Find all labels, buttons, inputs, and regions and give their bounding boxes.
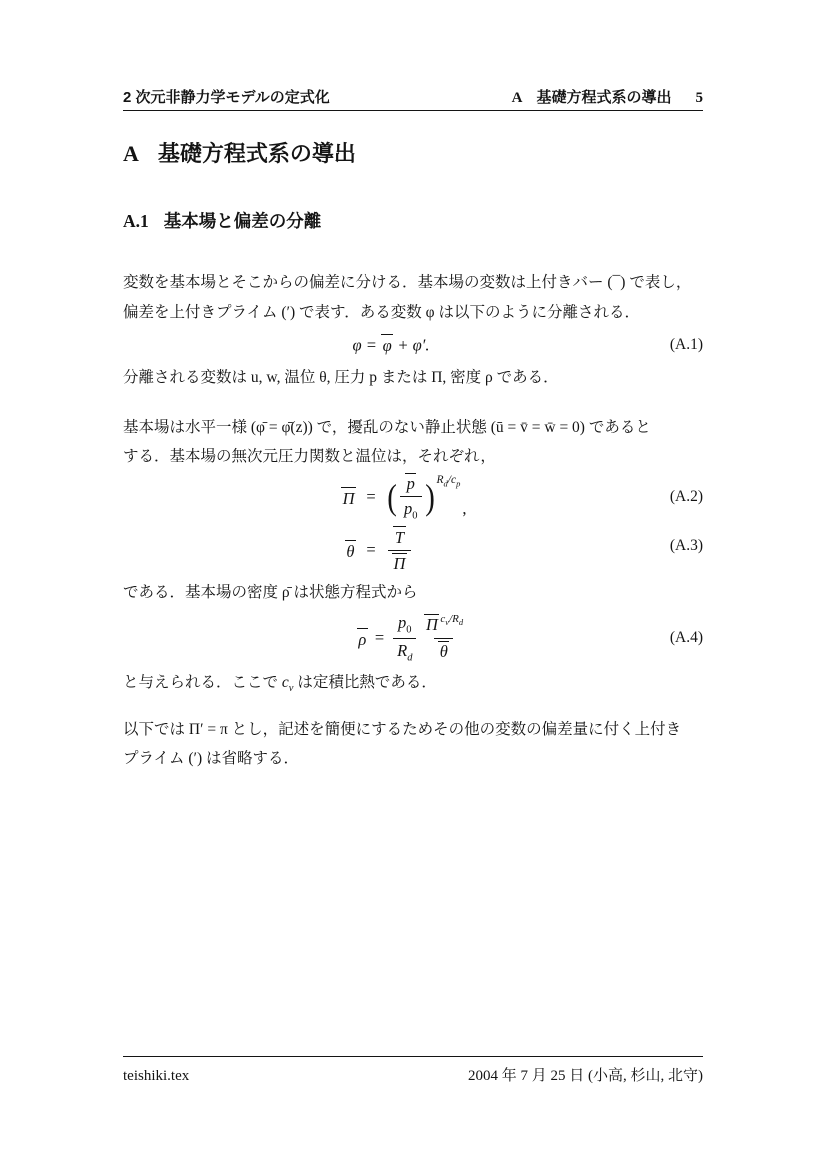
- equation-a4-label: (A.4): [669, 629, 703, 646]
- equation-a3-lhs: θ: [346, 541, 355, 561]
- section-heading: [123, 142, 356, 166]
- equation-a1-math: φ = φ + φ′.: [352, 335, 430, 355]
- header-right: [512, 86, 703, 107]
- equation-a1-label: (A.1): [669, 336, 703, 353]
- equation-a2-rhs: [386, 473, 466, 522]
- para3-line2: する．基本場の無次元圧力関数と温位は，それぞれ，: [123, 448, 496, 465]
- trailing-comma: ,: [462, 498, 467, 518]
- cv-variable: $c_v$: [281, 674, 294, 695]
- section-title: 基礎方程式系の導出: [157, 141, 356, 166]
- footer-date-authors: 2004 年 7 月 25 日 (小高, 杉山, 北守): [468, 1068, 703, 1084]
- para3-line1: 基本場は水平一様 (φ̄ = φ̄(z)) で，擾乱のない静止状態 (ū = v̄ = w̄ = 0) であると: [123, 419, 651, 436]
- p0-rd-fraction: $\frac{p_0}{R_d}$: [393, 613, 416, 663]
- pi-theta-fraction: $\frac{\Pi ^{c_v/R_d}}{\theta}$: [425, 613, 464, 662]
- given-line: と与えられる．ここで $c_v$ は定積比熱である．: [123, 674, 437, 695]
- exponent-rd-cp: $R_d/c_p$: [436, 473, 461, 489]
- header-section-title: 基礎方程式系の導出: [536, 89, 672, 106]
- footer-filename: teishiki.tex: [123, 1068, 190, 1084]
- header-section-number: A: [511, 90, 523, 106]
- close-paren: ): [424, 476, 435, 517]
- equation-a2-label: (A.2): [669, 488, 703, 505]
- section-number: A: [123, 141, 139, 166]
- page-header: [123, 86, 703, 107]
- para5-line2: プライム (′) は省略する．: [123, 750, 299, 767]
- equation-block-a2-a3: [123, 468, 703, 573]
- page-footer: [123, 1064, 703, 1085]
- equation-a3-label: (A.3): [669, 537, 703, 554]
- para5-line1: 以下では Π′ = π とし，記述を簡便にするためその他の変数の偏差量に付く上付き: [123, 721, 682, 738]
- equation-a2: [123, 468, 703, 526]
- equation-a3-rhs: [386, 526, 413, 574]
- equation-a3: [123, 526, 703, 573]
- equation-a2-equals: =: [366, 487, 376, 506]
- equation-a4: [123, 610, 703, 666]
- pressure-fraction: $\frac{p}{p_0}$: [400, 473, 422, 522]
- header-rule: [123, 110, 703, 111]
- subsection-number: A.1: [123, 211, 149, 231]
- equation-a3-equals: =: [366, 540, 376, 559]
- page-number: 5: [695, 90, 703, 106]
- header-left-title: 2 次元非静力学モデルの定式化: [123, 89, 330, 106]
- open-paren: (: [387, 476, 397, 517]
- equation-a1: [123, 333, 703, 357]
- temperature-fraction: $\frac{T}{\Pi}$: [388, 526, 411, 574]
- equation-a4-math: ρ = $\frac{p_0}{R_d}$ $\frac{\Pi ^{c_v/R_d}}{\theta}$: [357, 613, 469, 663]
- variables-line: 分離される変数は u, w, 温位 θ, 圧力 p または Π, 密度 ρ である．: [123, 369, 559, 386]
- density-line: である．基本場の密度 ρ̄ は状態方程式から: [123, 584, 418, 601]
- subsection-title: 基本場と偏差の分離: [163, 211, 322, 231]
- subsection-heading: [123, 211, 321, 232]
- footer-rule: [123, 1056, 703, 1057]
- equation-a2-lhs: Π: [342, 488, 355, 508]
- para1-line1: 変数を基本場とそこからの偏差に分ける．基本場の変数は上付きバー (¯) で表し，: [123, 274, 692, 291]
- para1-line2: 偏差を上付きプライム (′) で表す．ある変数 φ は以下のように分離される．: [123, 304, 640, 321]
